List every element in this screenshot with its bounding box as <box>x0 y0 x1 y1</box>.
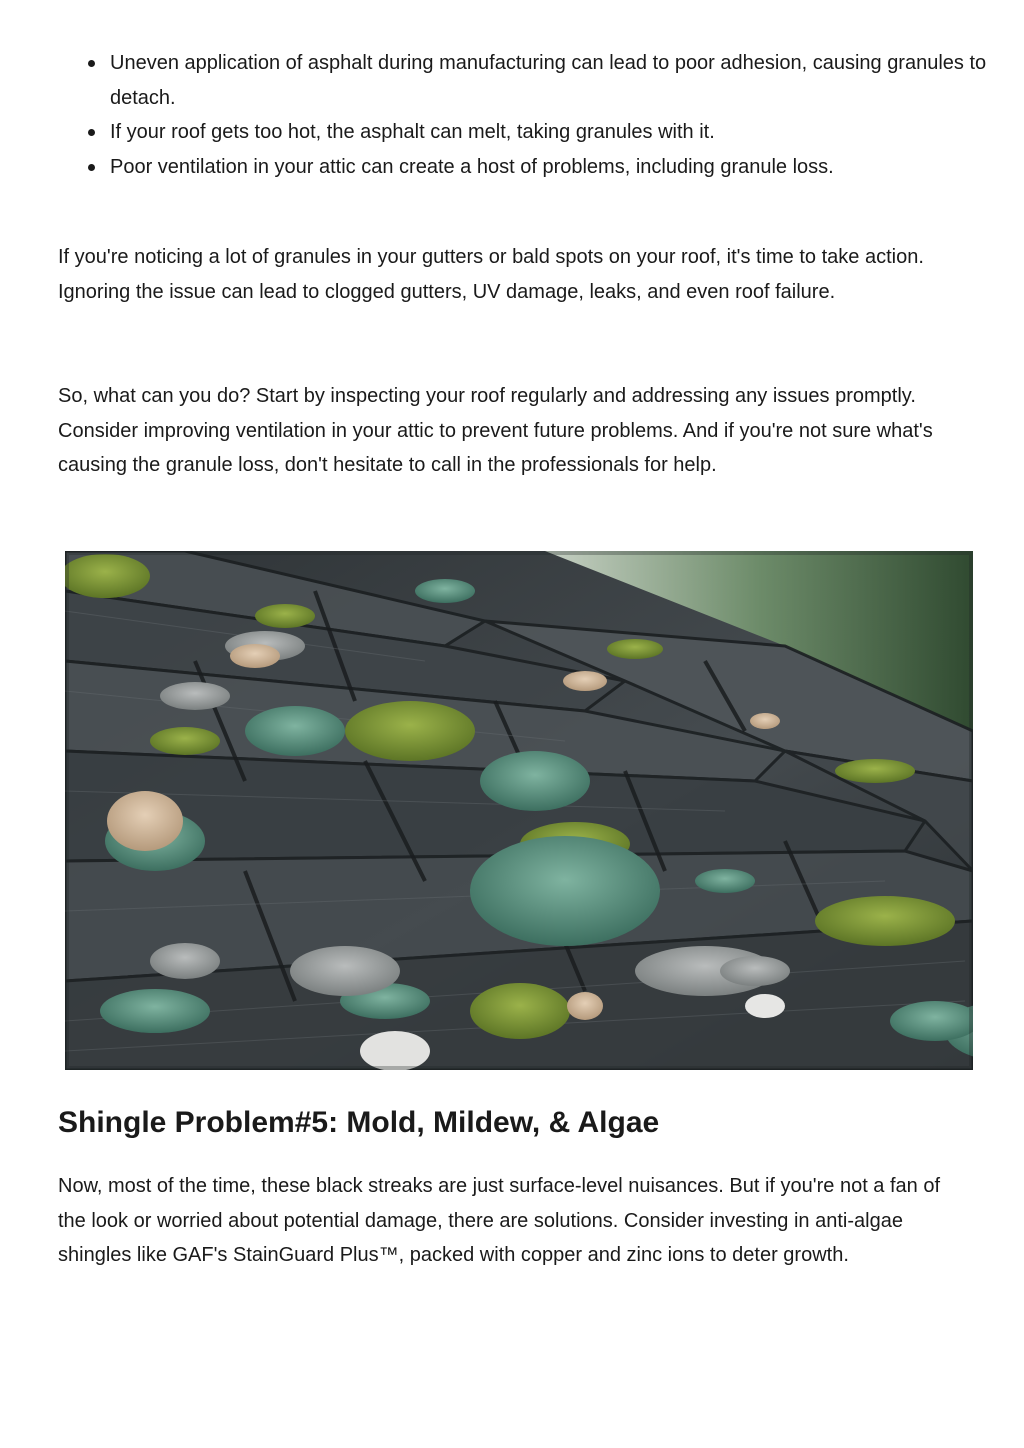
section-heading: Shingle Problem#5: Mold, Mildew, & Algae <box>58 1106 660 1139</box>
list-item-text: Poor ventilation in your attic can create a host of problems, including granule loss. <box>110 155 834 178</box>
list-item <box>110 46 1020 115</box>
paragraph-what-can-you-do: So, what can you do? Start by inspecting your roof regularly and addressing any issues promptly. Consider improving ventilation in your attic to prevent future problems. And if you're not sure what's causing the granule loss, don't hesitate to call in the professionals for help. <box>58 385 933 476</box>
bullet-dot-icon <box>88 60 95 67</box>
bullet-dot-icon <box>88 164 95 171</box>
bullet-dot-icon <box>88 129 95 136</box>
roof-shingles-photo <box>65 551 973 1070</box>
paragraph-algae-solutions: Now, most of the time, these black streaks are just surface-level nuisances. But if you're not a fan of the look or worried about potential damage, there are solutions. Consider investing in anti-algae shingles like GAF's StainGuard Plus™, packed with copper and zinc ions to deter growth. <box>58 1175 941 1266</box>
list-item-text: Uneven application of asphalt during manufacturing can lead to poor adhesion, causing granules to detach. <box>110 52 987 109</box>
list-item <box>110 115 1020 150</box>
list-item <box>110 150 1020 185</box>
granule-loss-causes-list <box>58 46 1020 184</box>
list-item-text: If your roof gets too hot, the asphalt can melt, taking granules with it. <box>110 121 715 143</box>
paragraph-take-action: If you're noticing a lot of granules in your gutters or bald spots on your roof, it's time to take action. Ignoring the issue can lead to clogged gutters, UV damage, leaks, and even roof failure. <box>58 246 924 303</box>
